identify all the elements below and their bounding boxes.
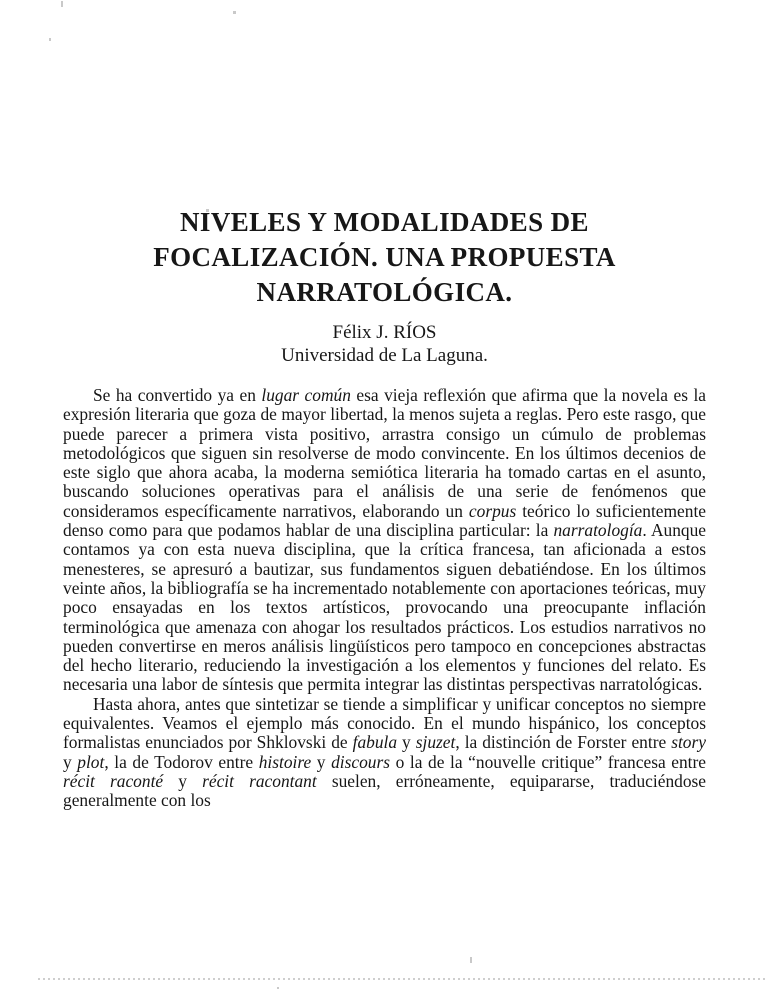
author-affiliation: Universidad de La Laguna. <box>281 345 488 366</box>
article-title-line-3: NARRATOLÓGICA. <box>256 277 513 307</box>
article-title-line-1: NIVELES Y MODALIDADES DE <box>180 207 589 237</box>
article-body <box>63 386 706 811</box>
scan-speck <box>470 957 472 963</box>
scan-speck <box>233 11 236 14</box>
scan-speck <box>61 1 63 7</box>
paragraph: Se ha convertido ya en lugar común esa vieja reflexión que afirma que la novela es la expresión literaria que goza de mayor libertad, la menos sujeta a reglas. Pero este rasgo, que puede parecer a primera vista positivo, arrastra consigo un cúmulo de problemas metodológicos que siguen sin resolverse de modo convincente. En los últimos decenios de este siglo que ahora acaba, la moderna semiótica literaria ha tomado cartas en el asunto, buscando soluciones operativas para el análisis de una serie de fenómenos que consideramos específicamente narrativos, elaborando un corpus teórico lo suficientemente denso como para que podamos hablar de una disciplina particular: la narratología. Aunque contamos ya con esta nueva disciplina, que la crítica francesa, tan aficionada a estos menesteres, se apresuró a bautizar, sus fundamentos siguen debatiéndose. En los últimos veinte años, la bibliografía se ha incrementado notablemente con aportaciones teóricas, muy poco ensayadas en los textos artísticos, provocando una preocupante inflación terminológica que amenaza con ahogar los resultados prácticos. Los estudios narrativos no pueden convertirse en meros análisis lingüísticos pero tampoco en concepciones abstractas del hecho literario, reduciendo la investigación a los elementos y funciones del relato. Es necesaria una labor de síntesis que permita integrar las distintas perspectivas narratológicas. <box>63 385 707 695</box>
article-title-line-2: FOCALIZACIÓN. UNA PROPUESTA <box>153 242 616 272</box>
page-bottom-scan-line <box>38 978 768 980</box>
article-title <box>63 205 706 310</box>
author-name: Félix J. RÍOS <box>332 322 437 343</box>
byline <box>63 321 706 367</box>
scan-speck <box>49 38 51 41</box>
scan-speck <box>277 987 279 989</box>
paragraph: Hasta ahora, antes que sintetizar se tiende a simplificar y unificar conceptos no siempre equivalentes. Veamos el ejemplo más conocido. En el mundo hispánico, los conceptos formalistas enunciados por Shklovski de fabula y sjuzet, la distinción de Forster entre story y plot, la de Todorov entre histoire y discours o la de la “nouvelle critique” francesa entre récit raconté y récit racontant suelen, erróneamente, equipararse, traduciéndose generalmente con los <box>63 693 707 811</box>
